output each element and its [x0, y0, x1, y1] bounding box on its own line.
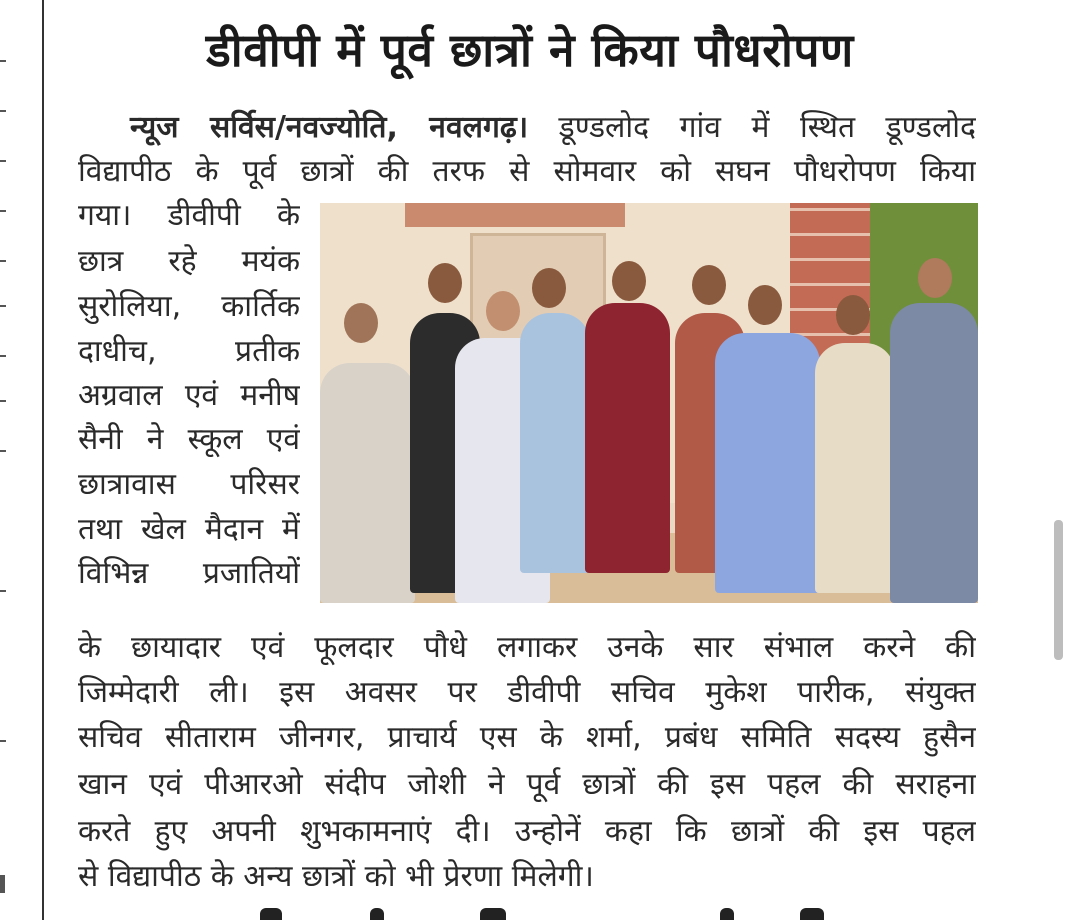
margin-tick: [0, 305, 6, 307]
article-narrow-line: छात्र रहे मयंक: [78, 244, 300, 279]
article-line: सचिव सीताराम जीनगर, प्राचार्य एस के शर्मा, प्रबंध समिति सदस्य हुसैन: [78, 720, 976, 755]
article-narrow-line: सैनी ने स्कूल एवं: [78, 422, 300, 457]
margin-tick: [0, 740, 6, 742]
line-text: डूण्डलोद गांव में स्थित डूण्डलोद: [558, 110, 976, 145]
margin-tick: [0, 450, 6, 452]
article-narrow-line: तथा खेल मैदान में: [78, 512, 300, 547]
article-photo: [320, 203, 978, 603]
margin-tick: [0, 260, 6, 262]
article-line-1: [78, 108, 976, 148]
next-headline-fragment: [260, 908, 282, 920]
article-line: जिम्मेदारी ली। इस अवसर पर डीवीपी सचिव मुकेश पारीक, संयुक्त: [78, 675, 976, 710]
margin-tick: [0, 400, 6, 402]
byline: न्यूज सर्विस/नवज्योति, नवलगढ़।: [130, 110, 529, 145]
article-line: के छायादार एवं फूलदार पौधे लगाकर उनके सार संभाल करने की: [78, 630, 976, 665]
article-line: से विद्यापीठ के अन्य छात्रों को भी प्रेरणा मिलेगी।: [78, 859, 594, 894]
article-narrow-line: अग्रवाल एवं मनीष: [78, 378, 300, 413]
article-narrow-line: विभिन्न प्रजातियों: [78, 556, 300, 591]
article-line-2: विद्यापीठ के पूर्व छात्रों की तरफ से सोमवार को सघन पौधरोपण किया: [78, 154, 976, 189]
article-narrow-line: छात्रावास परिसर: [78, 467, 300, 502]
margin-tick: [0, 110, 6, 112]
article-line: करते हुए अपनी शुभकामनाएं दी। उन्होनें कहा कि छात्रों की इस पहल: [78, 814, 976, 849]
margin-tick: [0, 875, 5, 893]
scrollbar[interactable]: [1054, 520, 1063, 660]
article-line: खान एवं पीआरओ संदीप जोशी ने पूर्व छात्रों की इस पहल की सराहना: [78, 767, 976, 802]
next-headline-fragment: [370, 908, 384, 920]
column-divider: [42, 0, 44, 920]
margin-tick: [0, 210, 6, 212]
article-narrow-line: दाधीच, प्रतीक: [78, 334, 300, 369]
margin-tick: [0, 160, 6, 162]
next-headline-fragment: [720, 908, 734, 920]
next-headline-fragment: [480, 908, 506, 920]
margin-tick: [0, 590, 6, 592]
margin-tick: [0, 355, 6, 357]
article-narrow-line: गया। डीवीपी के: [78, 198, 300, 233]
next-headline-fragment: [800, 908, 824, 920]
article-narrow-line: सुरोलिया, कार्तिक: [78, 289, 300, 324]
article-title: डीवीपी में पूर्व छात्रों ने किया पौधरोपण: [206, 23, 854, 77]
margin-tick: [0, 60, 6, 62]
